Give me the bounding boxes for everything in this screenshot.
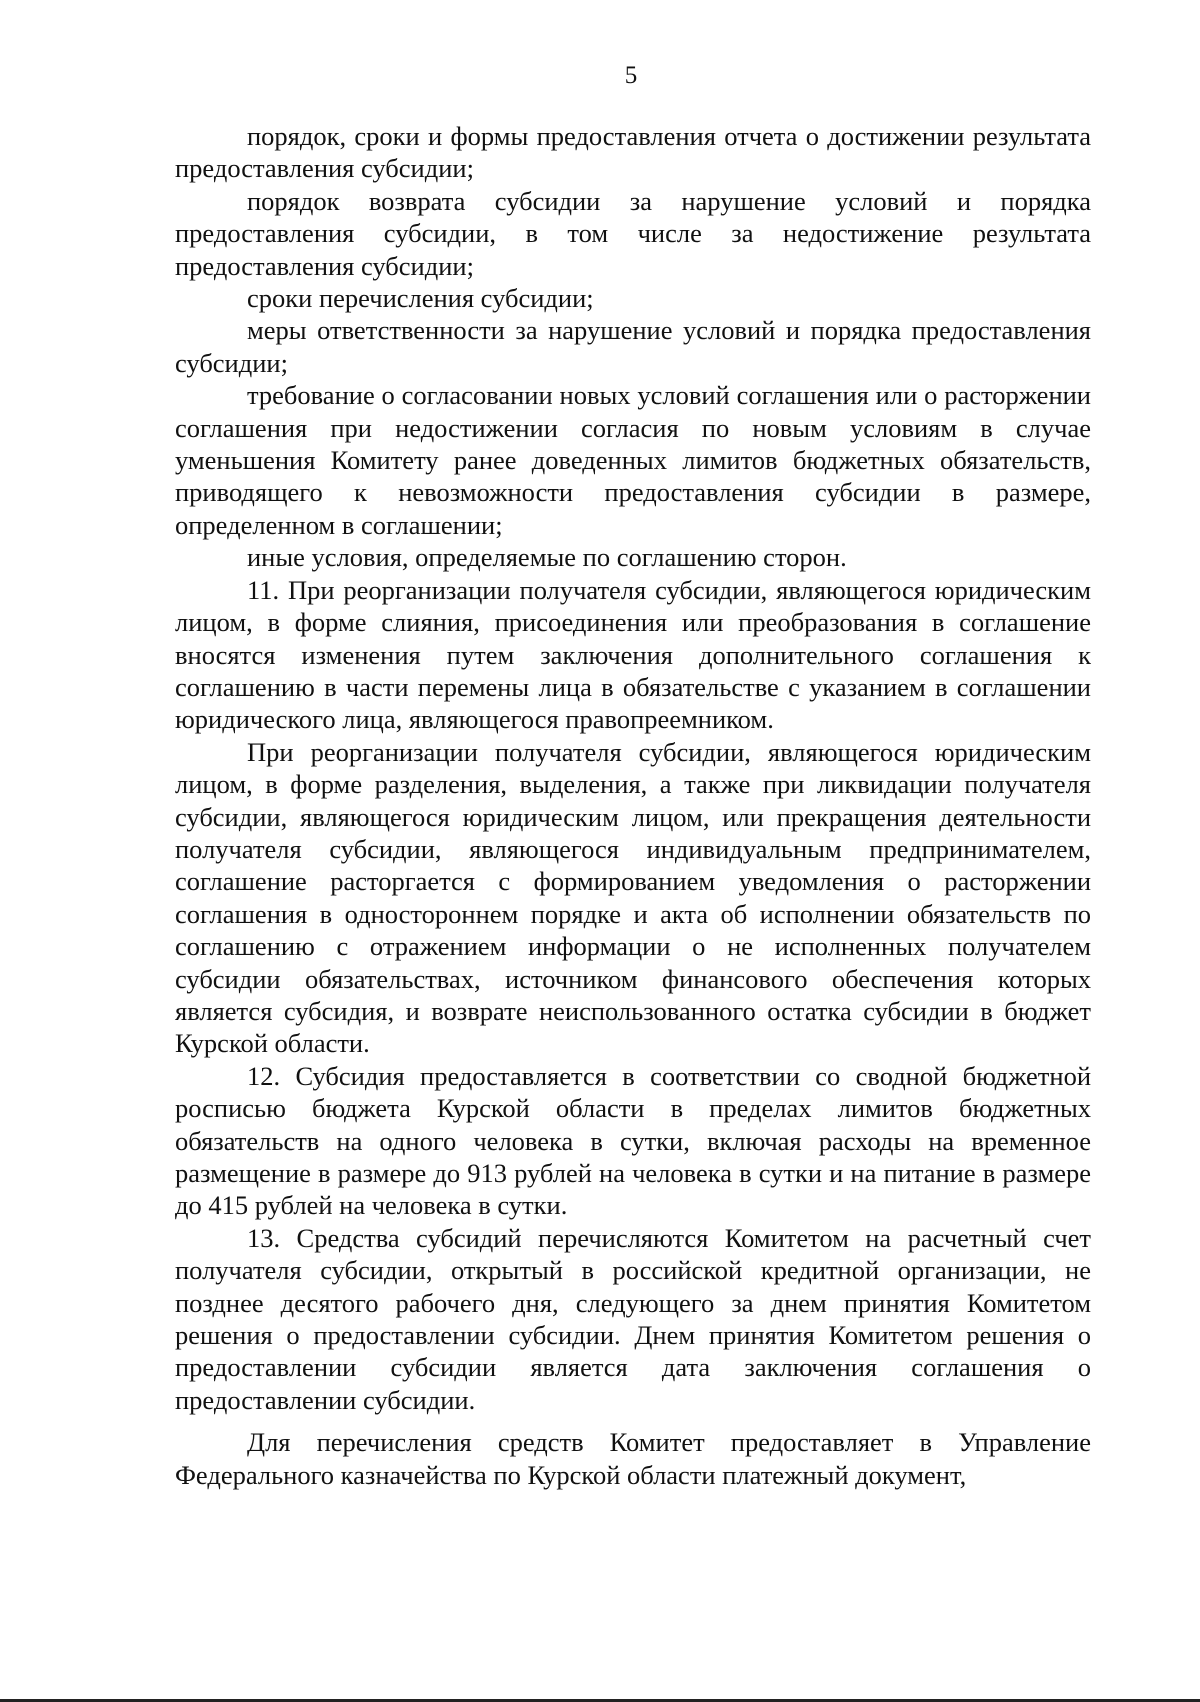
paragraph: Для перечисления средств Комитет предоставляет в Управление Федерального казначейства по Курской области платежный документ, — [175, 1427, 1091, 1490]
paragraph-section-12: 12. Субсидия предоставляется в соответствии со сводной бюджетной росписью бюджета Курской области в пределах лимитов бюджетных обязательств на одного человека в сутки, включая расходы на временное размещение в размере до 913 рублей на человека в сутки и на питание в размере до 415 рублей на человека в сутки. — [175, 1060, 1091, 1221]
paragraph-section-11: 11. При реорганизации получателя субсидии, являющегося юридическим лицом, в форме слияния, присоединения или преобразования в соглашение вносятся изменения путем заключения дополнительного соглашения к соглашению в части перемены лица в обязательстве с указанием в соглашении юридического лица, являющегося правопреемником. — [175, 574, 1091, 735]
paragraph-section-13: 13. Средства субсидий перечисляются Комитетом на расчетный счет получателя субсидии, открытый в российской кредитной организации, не позднее десятого рабочего дня, следующего за днем принятия Комитетом решения о предоставлении субсидии. Днем принятия Комитетом решения о предоставлении субсидии является дата заключения соглашения о предоставлении субсидии. — [175, 1222, 1091, 1415]
paragraph: меры ответственности за нарушение условий и порядка предоставления субсидии; — [175, 315, 1091, 378]
paragraph: порядок, сроки и формы предоставления отчета о достижении результата предоставления субсидии; — [175, 121, 1091, 184]
document-body — [175, 120, 1091, 1491]
page-number: 5 — [624, 62, 638, 89]
paragraph: порядок возврата субсидии за нарушение условий и порядка предоставления субсидии, в том числе за недостижение результата предоставления субсидии; — [175, 185, 1091, 281]
paragraph: При реорганизации получателя субсидии, являющегося юридическим лицом, в форме разделения, выделения, а также при ликвидации получателя субсидии, являющегося юридическим лицом, или прекращения деятельности получателя субсидии, являющегося индивидуальным предпринимателем, соглашение расторгается с формированием уведомления о расторжении соглашения в одностороннем порядке и акта об исполнении обязательств по соглашению с отражением информации о не исполненных получателем субсидии обязательствах, источником финансового обеспечения которых является субсидия, и возврате неиспользованного остатка субсидии в бюджет Курской области. — [175, 736, 1091, 1059]
paragraph: сроки перечисления субсидии; — [247, 283, 594, 314]
paragraph: иные условия, определяемые по соглашению сторон. — [247, 542, 847, 573]
paragraph: требование о согласовании новых условий соглашения или о расторжении соглашения при недостижении согласия по новым условиям в случае уменьшения Комитету ранее доведенных лимитов бюджетных обязательств, приводящего к невозможности предоставления субсидии в размере, определенном в соглашении; — [175, 380, 1091, 540]
